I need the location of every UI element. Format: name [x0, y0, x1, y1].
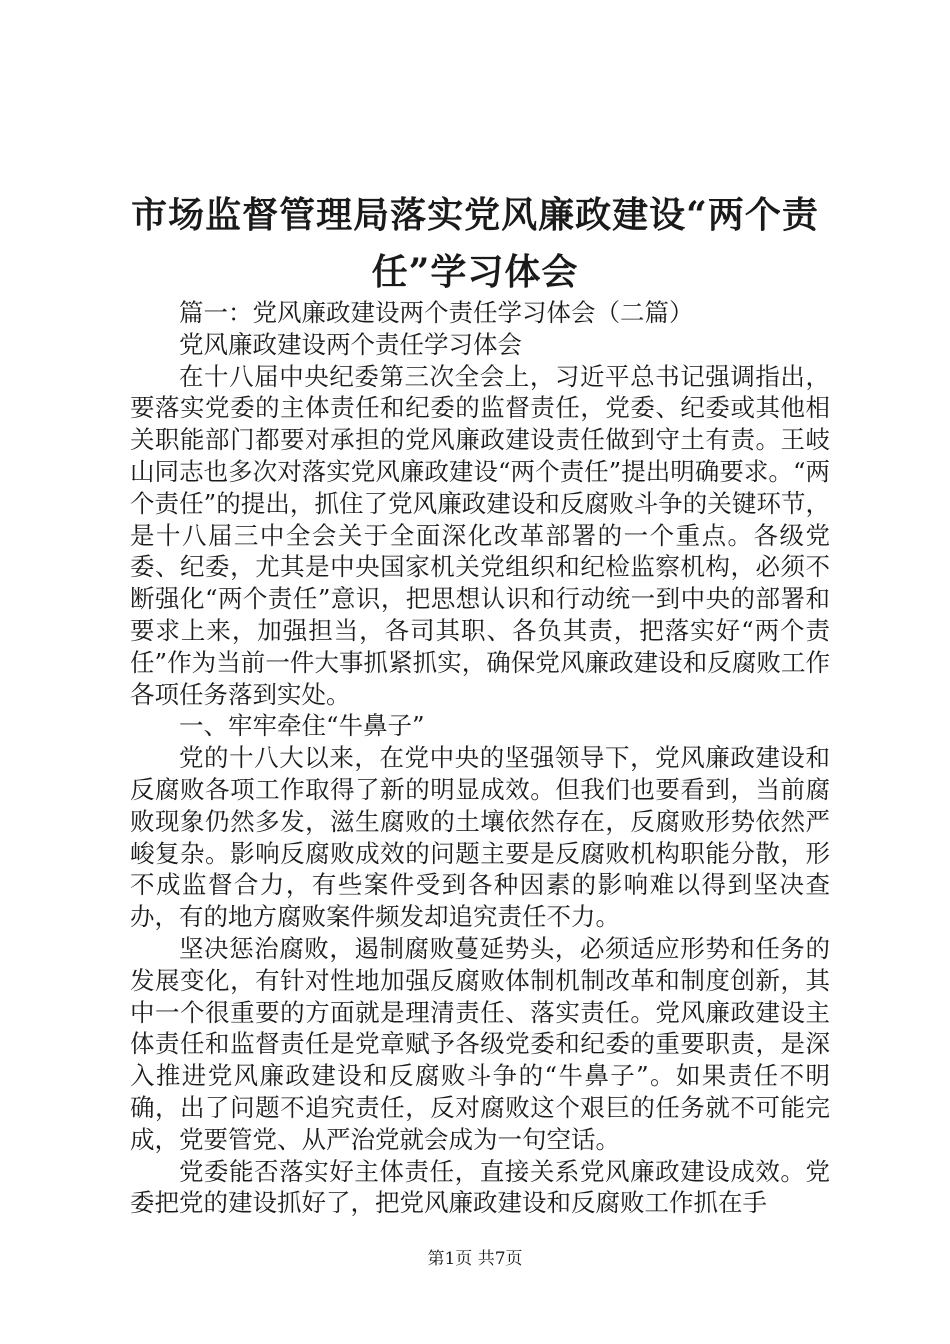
paragraph: 党委能否落实好主体责任，直接关系党风廉政建设成效。党委把党的建设抓好了，把党风廉政建设和反腐败工作抓在手	[130, 1156, 830, 1218]
section-heading: 一、牢牢牵住“牛鼻子”	[179, 711, 425, 741]
document-body	[130, 297, 830, 1219]
paragraph: 坚决惩治腐败，遏制腐败蔓延势头，必须适应形势和任务的发展变化，有针对性地加强反腐败体制机制改革和制度创新，其中一个很重要的方面就是理清责任、落实责任。党风廉政建设主体责任和监督责任是党章赋予各级党委和纪委的重要职责，是深入推进党风廉政建设和反腐败斗争的“牛鼻子”。如果责任不明确，出了问题不追究责任，反对腐败这个艰巨的任务就不可能完成，党要管党、从严治党就会成为一句空话。	[130, 933, 830, 1154]
document-title-line-1: 市场监督管理局落实党风廉政建设“两个责	[131, 194, 819, 236]
section-heading: 篇一：党风廉政建设两个责任学习体会（二篇）	[179, 298, 694, 327]
paragraph: 党的十八大以来，在党中央的坚强领导下，党风廉政建设和反腐败各项工作取得了新的明显成效。但我们也要看到，当前腐败现象仍然多发，滋生腐败的土壤依然存在，反腐败形势依然严峻复杂。影响反腐败成效的问题主要是反腐败机构职能分散，形不成监督合力，有些案件受到各种因素的影响难以得到坚决查办，有的地方腐败案件频发却追究责任不力。	[130, 743, 830, 932]
paragraph: 在十八届中央纪委第三次全会上，习近平总书记强调指出，要落实党委的主体责任和纪委的监督责任，党委、纪委或其他相关职能部门都要对承担的党风廉政建设责任做到守土有责。王岐山同志也多次对落实党风廉政建设“两个责任”提出明确要求。“两个责任”的提出，抓住了党风廉政建设和反腐败斗争的关键环节，是十八届三中全会关于全面深化改革部署的一个重点。各级党委、纪委，尤其是中央国家机关党组织和纪检监察机构，必须不断强化“两个责任”意识，把思想认识和行动统一到中央的部署和要求上来，加强担当，各司其职、各负其责，把落实好“两个责任”作为当前一件大事抓紧抓实，确保党风廉政建设和反腐败工作各项任务落到实处。	[130, 361, 830, 709]
subtitle: 党风廉政建设两个责任学习体会	[179, 329, 522, 359]
document-title-line-2: 任”学习体会	[371, 251, 579, 293]
page-footer: 第1页 共7页	[427, 1249, 523, 1269]
